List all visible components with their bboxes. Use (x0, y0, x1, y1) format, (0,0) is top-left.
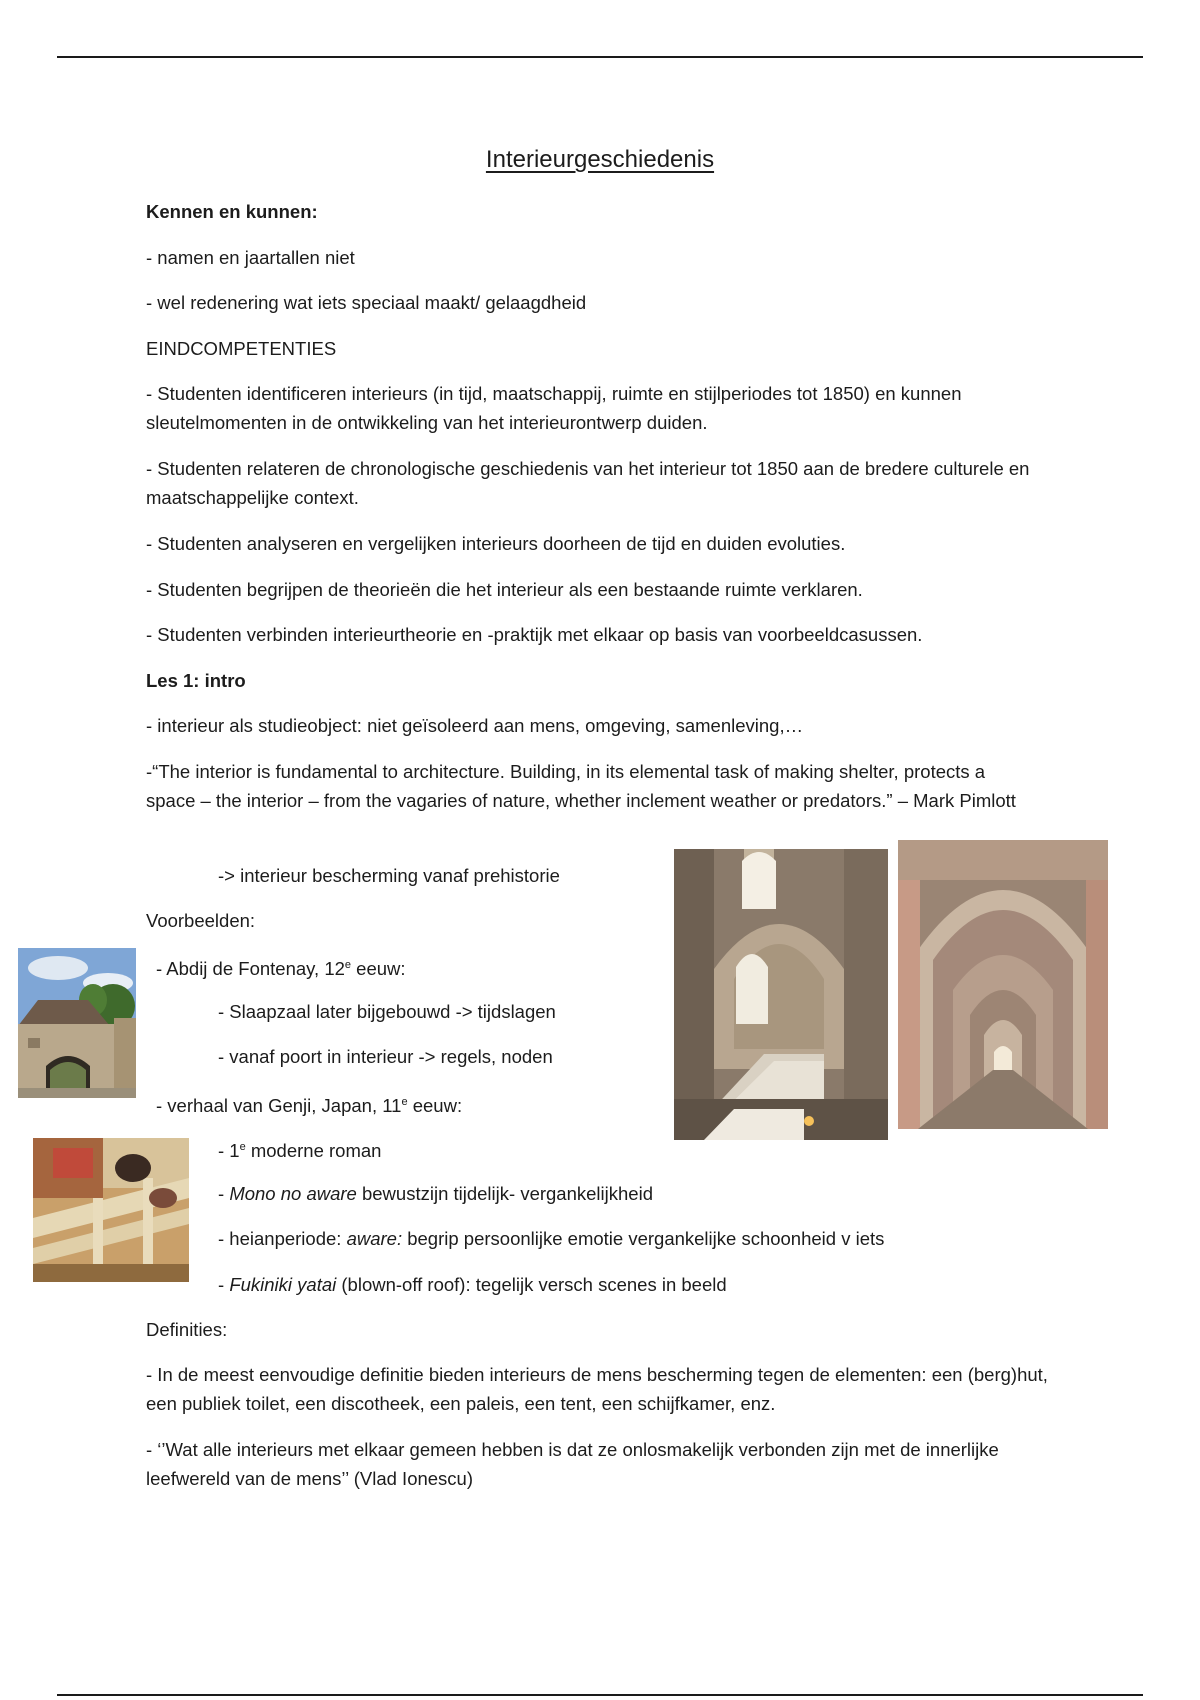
kennen-item: - namen en jaartallen niet (146, 247, 355, 268)
genji-sub: - 1e moderne roman (218, 1140, 382, 1162)
competentie-item: - Studenten begrijpen de theorieën die het interieur als een bestaande ruimte verklaren. (146, 579, 863, 600)
genji-sub: - heianperiode: aware: begrip persoonlijke emotie vergankelijke schoonheid v iets (218, 1228, 885, 1249)
bottom-rule (57, 1694, 1143, 1696)
fontenay-stair-interior-photo (674, 849, 888, 1140)
les1-line: - interieur als studieobject: niet geïsoleerd aan mens, omgeving, samenleving,… (146, 715, 804, 736)
eindcompetenties-heading: EINDCOMPETENTIES (146, 338, 337, 359)
competentie-item: - Studenten verbinden interieurtheorie en -praktijk met elkaar op basis van voorbeeldcasussen. (146, 624, 923, 645)
competentie-item: - Studenten relateren de chronologische geschiedenis van het interieur tot 1850 aan de bredere culturele en maatschappelijke context. (146, 458, 1030, 508)
competentie-item: - Studenten identificeren interieurs (in tijd, maatschappij, ruimte en stijlperiodes tot 1850) en kunnen sleutelmomenten in de ontwikkeling van het interieurontwerp duiden. (146, 383, 962, 433)
fontenay-arcade-photo (898, 840, 1108, 1129)
genji-scroll-painting (33, 1138, 189, 1282)
les1-heading: Les 1: intro (146, 670, 246, 691)
voorbeelden-label: Voorbeelden: (146, 910, 256, 931)
arrow-line: -> interieur bescherming vanaf prehistorie (218, 865, 560, 886)
example-genji: - verhaal van Genji, Japan, 11e eeuw: (156, 1095, 463, 1117)
definitie-item: - In de meest eenvoudige definitie bieden interieurs de mens bescherming tegen de elementen: een (berg)hut, een publiek toilet, een discotheek, een paleis, een tent, een schijfkamer, enz. (146, 1364, 1048, 1414)
competentie-item: - Studenten analyseren en vergelijken interieurs doorheen de tijd en duiden evoluties. (146, 533, 846, 554)
kennen-heading: Kennen en kunnen: (146, 201, 318, 222)
top-rule (57, 56, 1143, 58)
page-title: Interieurgeschiedenis (485, 146, 715, 173)
genji-sub: - Mono no aware bewustzijn tijdelijk- vergankelijkheid (218, 1183, 653, 1204)
fontenay-sub: - vanaf poort in interieur -> regels, noden (218, 1046, 553, 1067)
fontenay-gate-photo (18, 948, 136, 1098)
definities-label: Definities: (146, 1319, 228, 1340)
example-fontenay: - Abdij de Fontenay, 12e eeuw: (156, 958, 406, 980)
definitie-item: - ‘’Wat alle interieurs met elkaar gemeen hebben is dat ze onlosmakelijk verbonden zijn met de innerlijke leefwereld van de mens’’ (Vlad Ionescu) (146, 1439, 999, 1489)
fontenay-sub: - Slaapzaal later bijgebouwd -> tijdslagen (218, 1001, 556, 1022)
kennen-item: - wel redenering wat iets speciaal maakt/ gelaagdheid (146, 292, 587, 313)
pimlott-quote: -“The interior is fundamental to architecture. Building, in its elemental task of making shelter, protects a space – the interior – from the vagaries of nature, whether inclement weather or predators.” – Mark Pimlott (146, 761, 1016, 811)
genji-sub: - Fukiniki yatai (blown-off roof): tegelijk versch scenes in beeld (218, 1274, 727, 1295)
